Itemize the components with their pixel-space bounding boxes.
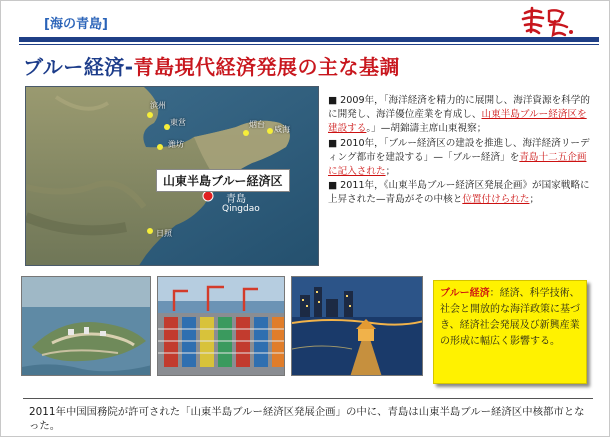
- qingdao-label-cn: 青島: [226, 194, 246, 205]
- city-label: 滨州: [150, 101, 166, 110]
- city-label: 威海: [274, 125, 290, 134]
- title-part-1: ブルー経済-: [23, 55, 134, 79]
- qingdao-label-en: Qingdao: [222, 204, 260, 214]
- event-item: ■ 2009年，「海洋経済を精力的に展開し、海洋資源を科学的に開発し、海洋優位産業を育成し、山東半島ブルー経済区を建設する。」—胡錦濤主席山東視察；: [328, 95, 590, 135]
- city-dot-weifang: [157, 144, 163, 150]
- title-part-2: 青島現代経済発展の主な基調: [133, 55, 401, 79]
- photo-night-coast: [291, 276, 423, 376]
- photo-aerial-island: [21, 276, 151, 376]
- city-label: 潍坊: [168, 140, 184, 149]
- event-item: ■ 2010年，「ブルー経済区の建設を推進し、海洋経済リーディング都市を建設する」—「ブルー経済」を青島十二五企画に記入された；: [328, 137, 590, 178]
- header-rule: [19, 37, 599, 42]
- city-dot-weihai: [267, 128, 273, 134]
- city-label: 烟台: [249, 120, 265, 129]
- city-dot-rizhao: [147, 228, 153, 234]
- city-label: 日照: [156, 229, 172, 238]
- city-dot-yantai: [243, 130, 249, 136]
- section-tag: [海の青島]: [44, 17, 108, 32]
- shandong-map: [25, 86, 319, 266]
- header-rule-thin: [19, 44, 599, 45]
- photo-container-port: [157, 276, 285, 376]
- qingdao-logo: [519, 5, 579, 39]
- map-callout: 山東半島ブルー経済区: [156, 169, 290, 192]
- events-list: [328, 94, 590, 208]
- city-dot-qingdao: [203, 191, 213, 201]
- definition-term: ブルー経済: [440, 288, 490, 299]
- page-title: [23, 51, 400, 80]
- blue-economy-definition-box: [433, 280, 587, 384]
- city-dot-binzhou: [147, 112, 153, 118]
- footer-divider: [23, 398, 593, 399]
- city-label: 東営: [170, 118, 186, 127]
- footer-caption: 2011年中国国務院が許可された「山東半島ブルー経済区発展企画」の中に、青島は山東半島ブルー経済区中核都市となった。: [29, 406, 585, 432]
- event-item: ■ 2011年，《山東半島ブルー経済区発展企画》が国家戦略に上昇された—青島がその中核と位置付けられた；: [328, 180, 590, 206]
- definition-body: ：経済、科学技術、社会と開放的な海洋政策に基づき、経済社会発展及び新興産業の形成に幅広く影響する。: [440, 288, 580, 347]
